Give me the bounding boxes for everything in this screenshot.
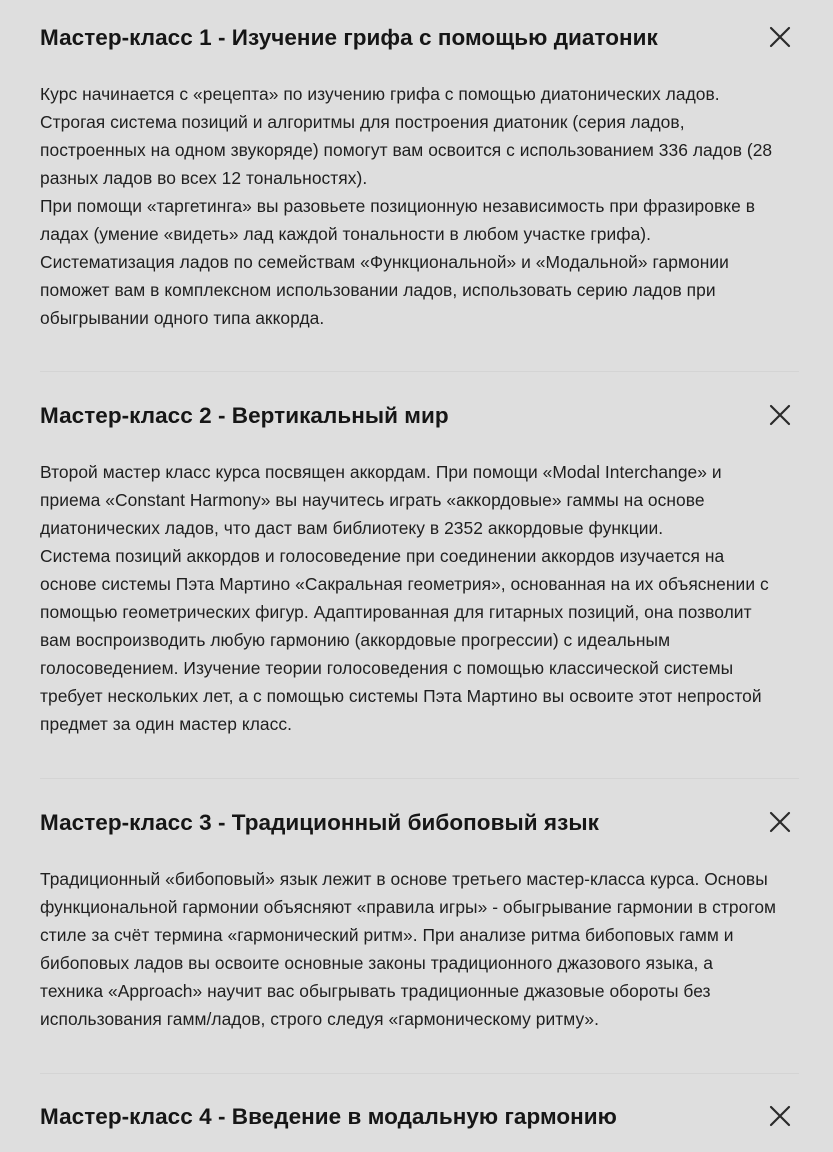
section-header-4[interactable]: [40, 1103, 793, 1139]
section-body-3: [40, 865, 810, 1033]
body-line: Второй мастер класс курса посвящен аккордам. При помощи «Modal Interchange» и: [40, 462, 722, 482]
body-line: ладах (умение «видеть» лад каждой тональности в любом участке грифа).: [40, 224, 652, 244]
section-title: Мастер-класс 1 - Изучение грифа с помощью диатоник: [40, 25, 658, 50]
body-line: функциональной гармонии объясняют «правила игры» - обыгрывание гармонии в строгом: [40, 897, 777, 917]
section-body-1: [40, 80, 810, 332]
body-line: Традиционный «бибоповый» язык лежит в основе третьего мастер-класса курса. Основы: [40, 869, 768, 889]
section-title: Мастер-класс 2 - Вертикальный мир: [40, 403, 449, 428]
section-title: Мастер-класс 4 - Введение в модальную гармонию: [40, 1104, 617, 1129]
body-line: При помощи «таргетинга» вы разовьете позиционную независимость при фразировке в: [40, 196, 756, 216]
body-line: Систематизация ладов по семействам «Функциональной» и «Модальной» гармонии: [40, 252, 729, 272]
body-line: использования гамм/ладов, строго следуя «гармоническому ритму».: [40, 1009, 600, 1029]
section-divider: [40, 778, 799, 779]
close-icon[interactable]: [767, 1103, 793, 1129]
body-line: предмет за один мастер класс.: [40, 714, 292, 734]
section-title: Мастер-класс 3 - Традиционный бибоповый язык: [40, 810, 599, 835]
body-line: голосоведением. Изучение теории голосоведения с помощью классической системы: [40, 658, 734, 678]
body-line: бибоповых ладов вы освоите основные законы традиционного джазового языка, а: [40, 953, 713, 973]
body-line: техника «Approach» научит вас обыгрывать традиционные джазовые обороты без: [40, 981, 711, 1001]
body-line: Курс начинается с «рецепта» по изучению грифа с помощью диатонических ладов.: [40, 84, 720, 104]
body-line: приема «Constant Harmony» вы научитесь играть «аккордовые» гаммы на основе: [40, 490, 705, 510]
section-header-2[interactable]: [40, 402, 793, 438]
section-divider: [40, 371, 799, 372]
body-line: обыгрывании одного типа аккорда.: [40, 308, 325, 328]
section-header-1[interactable]: [40, 24, 793, 60]
body-line: Строгая система позиций и алгоритмы для построения диатоник (серия ладов,: [40, 112, 685, 132]
body-line: вам воспроизводить любую гармонию (аккордовые прогрессии) с идеальным: [40, 630, 671, 650]
body-line: основе системы Пэта Мартино «Сакральная геометрия», основанная на их объяснении с: [40, 574, 769, 594]
section-body-2: [40, 458, 810, 738]
section-divider: [40, 1073, 799, 1074]
close-icon[interactable]: [767, 402, 793, 428]
body-line: помощью геометрических фигур. Адаптированная для гитарных позиций, она позволит: [40, 602, 752, 622]
close-icon[interactable]: [767, 809, 793, 835]
close-icon[interactable]: [767, 24, 793, 50]
section-header-3[interactable]: [40, 809, 793, 845]
body-line: построенных на одном звукоряде) помогут вам освоится с использованием 336 ладов (28: [40, 140, 773, 160]
body-line: Система позиций аккордов и голосоведение при соединении аккордов изучается на: [40, 546, 725, 566]
body-line: диатонических ладов, что даст вам библиотеку в 2352 аккордовые функции.: [40, 518, 664, 538]
body-line: стиле за счёт термина «гармонический ритм». При анализе ритма бибоповых гамм и: [40, 925, 734, 945]
body-line: требует нескольких лет, а с помощью системы Пэта Мартино вы освоите этот непростой: [40, 686, 762, 706]
body-line: поможет вам в комплексном использовании ладов, использовать серию ладов при: [40, 280, 716, 300]
body-line: разных ладов во всех 12 тональностях).: [40, 168, 368, 188]
